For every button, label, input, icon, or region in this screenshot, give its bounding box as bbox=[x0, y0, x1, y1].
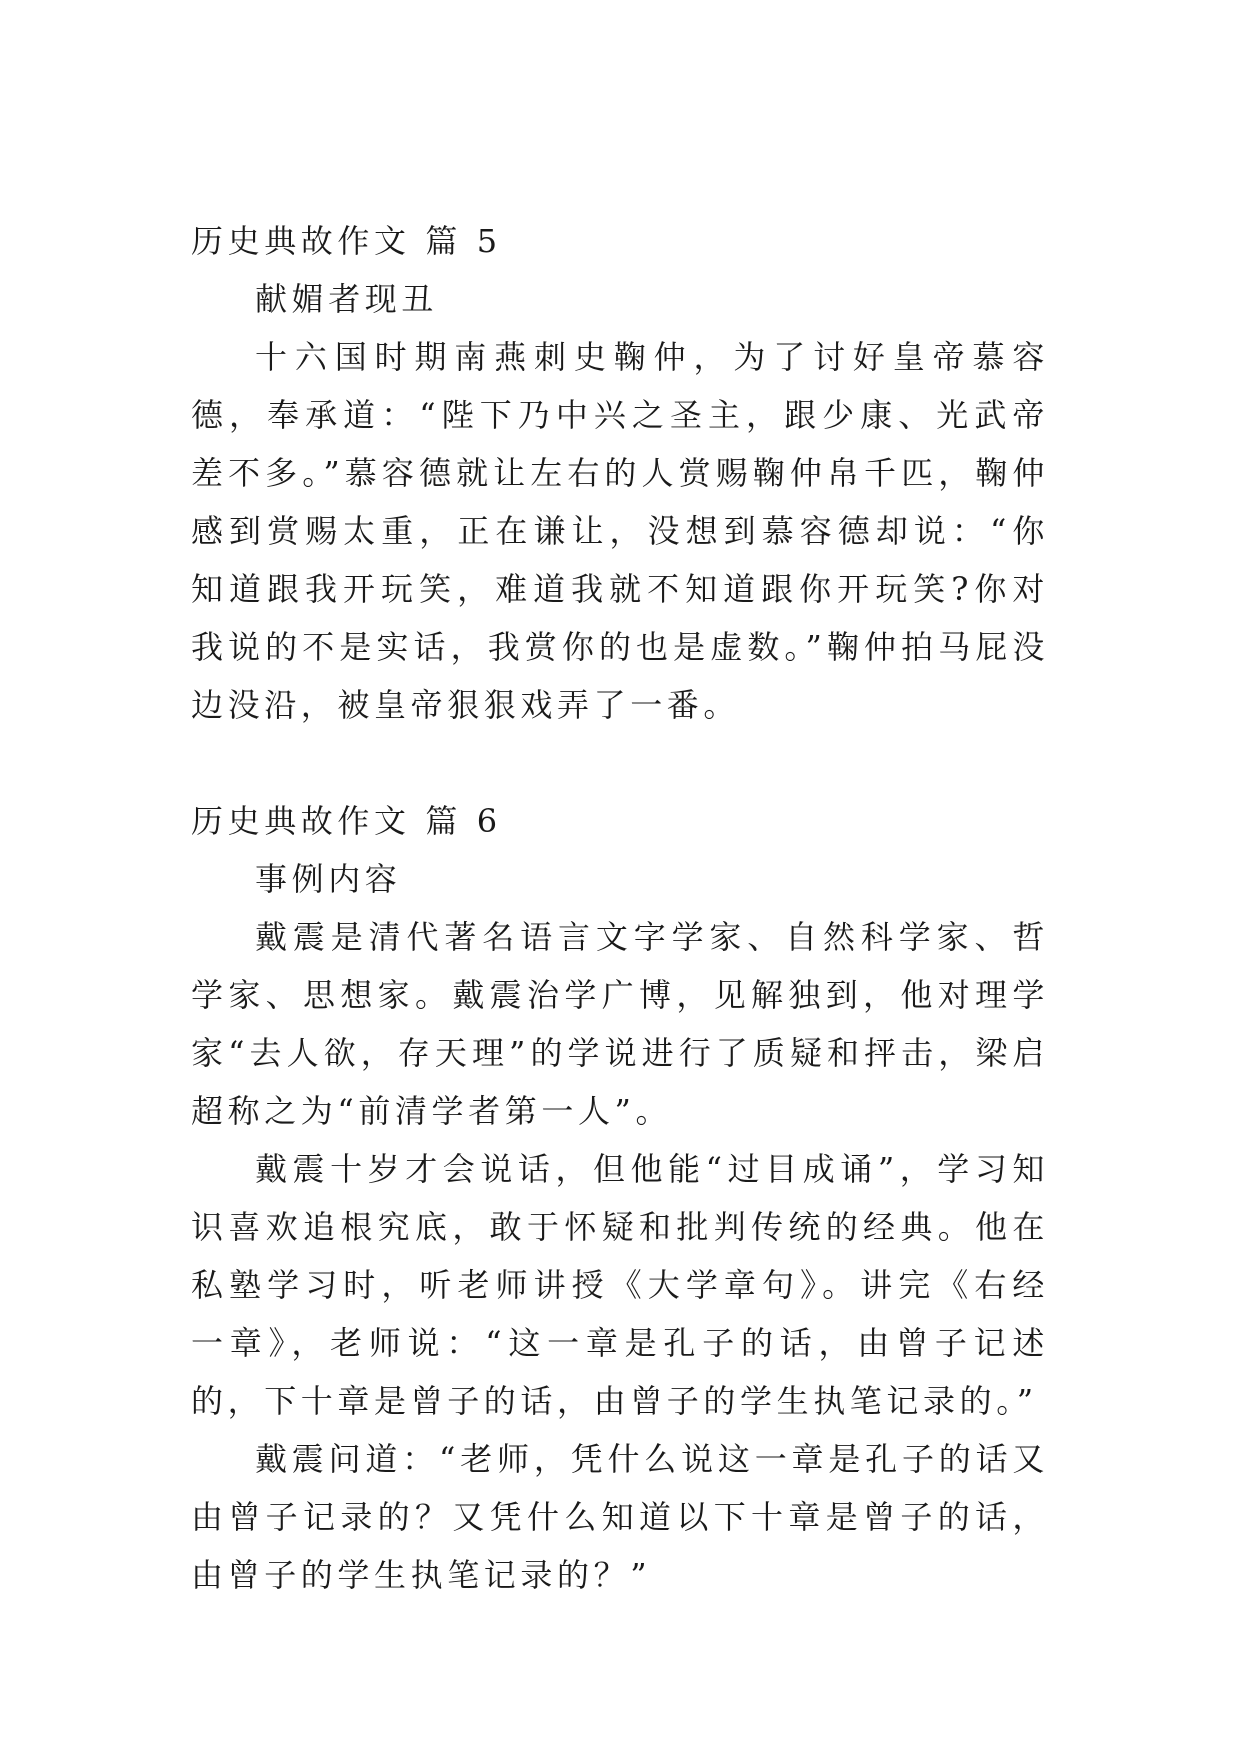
section-subtitle: 献媚者现丑 bbox=[255, 280, 439, 318]
paragraph: 戴震是清代著名语言文字学家、自然科学家、哲学家、思想家。戴震治学广博，见解独到，他对理学家“去人欲，存天理”的学说进行了质疑和抨击，梁启超称之为“前清学者第一人”。 bbox=[191, 918, 1049, 1130]
paragraph: 戴震十岁才会说话，但他能“过目成诵”，学习知识喜欢追根究底，敢于怀疑和批判传统的经典。他在私塾学习时，听老师讲授《大学章句》。讲完《右经一章》，老师说：“这一章是孔子的话，由曾子记述的，下十章是曾子的话，由曾子的学生执笔记录的。” bbox=[191, 1150, 1049, 1420]
document-body bbox=[191, 212, 1049, 1604]
paragraph: 十六国时期南燕刺史鞠仲，为了讨好皇帝慕容德，奉承道：“陛下乃中兴之圣主，跟少康、光武帝差不多。”慕容德就让左右的人赏赐鞠仲帛千匹，鞠仲感到赏赐太重，正在谦让，没想到慕容德却说：“你知道跟我开玩笑，难道我就不知道跟你开玩笑?你对我说的不是实话，我赏你的也是虚数。”鞠仲拍马屁没边没沿，被皇帝狠狠戏弄了一番。 bbox=[191, 338, 1049, 724]
section-6 bbox=[191, 792, 1049, 1604]
section-spacer bbox=[191, 734, 1049, 792]
section-title: 历史典故作文 篇 5 bbox=[191, 222, 502, 260]
section-title: 历史典故作文 篇 6 bbox=[191, 802, 502, 840]
paragraph: 戴震问道：“老师，凭什么说这一章是孔子的话又由曾子记录的？又凭什么知道以下十章是曾子的话，由曾子的学生执笔记录的？” bbox=[191, 1440, 1049, 1594]
section-subtitle: 事例内容 bbox=[255, 860, 402, 898]
section-5 bbox=[191, 212, 1049, 734]
